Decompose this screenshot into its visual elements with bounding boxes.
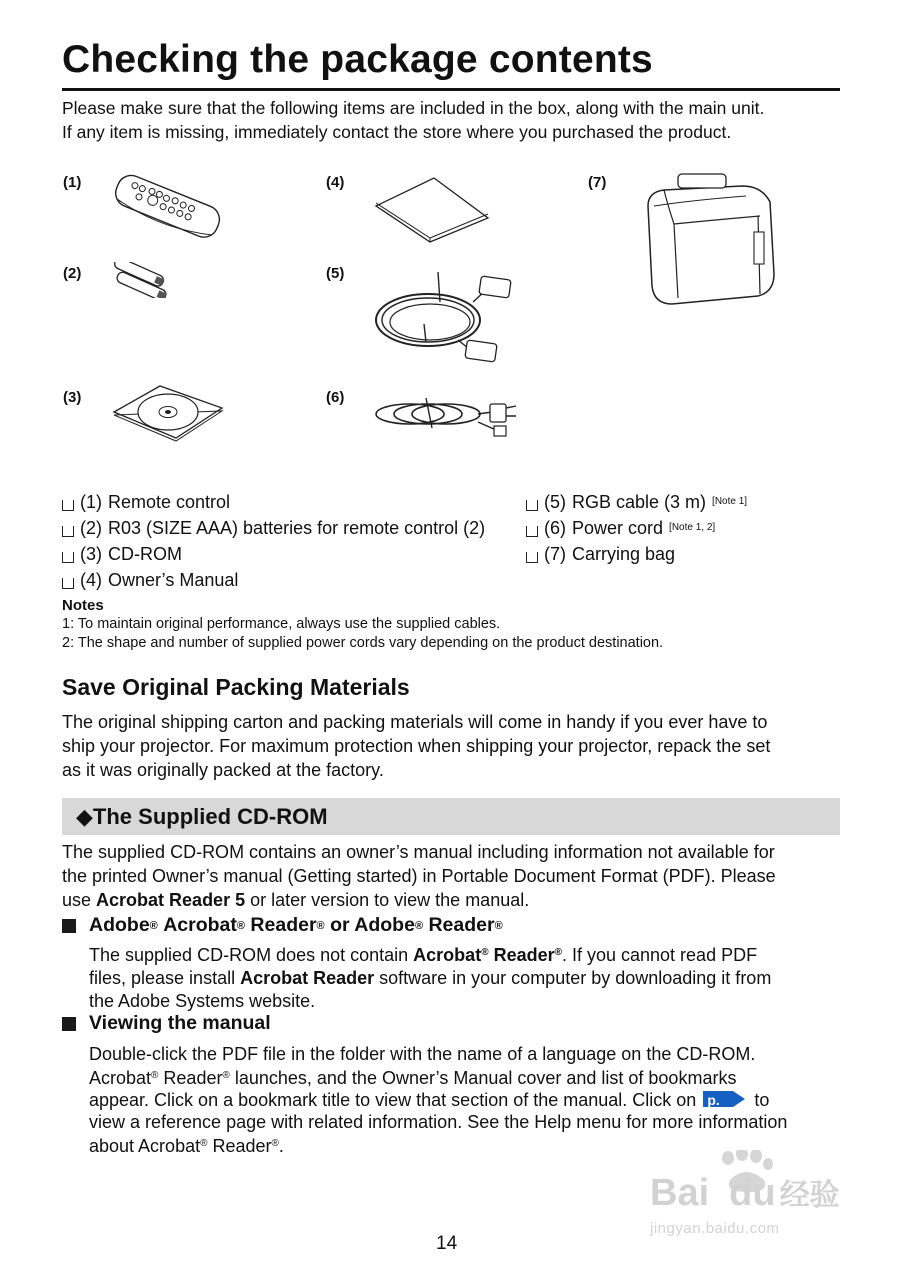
- text-run: Reader: [428, 914, 495, 936]
- figure-label-6: (6): [326, 389, 345, 406]
- packing-heading: Save Original Packing Materials: [62, 674, 410, 700]
- item-text: Power cord: [572, 518, 664, 538]
- viewing-line: view a reference page with related information. See the Help menu for more information: [89, 1112, 788, 1132]
- text-run: Reader: [207, 1136, 272, 1156]
- viewing-line: Double-click the PDF file in the folder with the name of a language on the CD-ROM.: [89, 1044, 756, 1064]
- figure-label-2: (2): [63, 265, 82, 282]
- text-run: .: [278, 1136, 284, 1156]
- registered-mark: ®: [414, 919, 424, 932]
- item-text: R03 (SIZE AAA) batteries for remote control (2): [108, 518, 486, 538]
- intro-paragraph: [62, 96, 852, 144]
- item-number: (2): [80, 518, 102, 538]
- cdrom-line: the printed Owner’s manual (Getting started) in Portable Document Format (PDF). Please: [62, 866, 776, 886]
- text-run: software in your computer by downloading it from: [374, 968, 772, 988]
- watermark-url: jingyan.baidu.com: [650, 1220, 780, 1237]
- adobe-reader-heading: [62, 914, 503, 937]
- item-text: Owner’s Manual: [108, 570, 239, 590]
- checkbox-icon: [526, 526, 538, 537]
- owners-manual-illustration: [372, 172, 492, 244]
- registered-mark: ®: [200, 1138, 208, 1149]
- page-ref-label: p.: [707, 1092, 720, 1108]
- text-run: to: [754, 1090, 770, 1110]
- registered-mark: ®: [222, 1070, 230, 1081]
- cdrom-heading: ◆The Supplied CD-ROM: [76, 804, 328, 829]
- registered-mark: ®: [271, 1138, 279, 1149]
- adobe-line: [89, 967, 771, 990]
- checkbox-icon: [62, 578, 74, 589]
- rgb-cable-illustration: [368, 262, 518, 372]
- text-run: Acrobat: [89, 1068, 152, 1088]
- title-underline: [62, 88, 840, 91]
- text-run: use: [62, 890, 97, 910]
- item-number: (3): [80, 544, 102, 564]
- viewing-paragraph: [89, 1043, 787, 1157]
- checklist-item: [62, 541, 485, 567]
- checklist-item: [62, 515, 485, 541]
- watermark-text: du: [729, 1172, 776, 1214]
- figure-label-7: (7): [588, 174, 607, 191]
- notes-heading: Notes: [62, 597, 104, 614]
- item-note: [Note 1, 2]: [669, 522, 716, 533]
- checklist-item: [62, 489, 485, 515]
- viewing-line: [89, 1065, 787, 1089]
- square-bullet-icon: [62, 919, 76, 933]
- packing-line: The original shipping carton and packing materials will come in handy if you ever have to: [62, 712, 768, 732]
- text-run: Acrobat Reader: [240, 968, 375, 988]
- cdrom-section-band: [62, 798, 840, 835]
- text-run: Reader: [493, 945, 555, 965]
- item-number: (5): [544, 492, 566, 512]
- checkbox-icon: [526, 500, 538, 511]
- registered-mark: ®: [149, 919, 158, 932]
- intro-line: Please make sure that the following items are included in the box, along with the main unit.: [62, 98, 765, 118]
- text-run: Adobe: [89, 914, 150, 936]
- registered-mark: ®: [481, 947, 489, 958]
- text-run: . If you cannot read PDF: [561, 945, 758, 965]
- registered-mark: ®: [236, 919, 245, 932]
- text-run: launches, and the Owner’s Manual cover and list of bookmarks: [229, 1068, 737, 1088]
- note-item: 1: To maintain original performance, always use the supplied cables.: [62, 616, 501, 632]
- baidu-watermark: [650, 1150, 850, 1250]
- packing-line: as it was originally packed at the factory.: [62, 760, 384, 780]
- text-run: or later version to view the manual.: [245, 890, 530, 910]
- viewing-line: [89, 1089, 787, 1111]
- registered-mark: ®: [554, 947, 562, 958]
- page-number: 14: [436, 1233, 458, 1254]
- page-reference-arrow-icon: [703, 1091, 745, 1107]
- packing-paragraph: [62, 710, 770, 782]
- remote-control-illustration: [108, 168, 226, 243]
- checkbox-icon: [62, 526, 74, 537]
- text-run: files, please install: [89, 968, 241, 988]
- adobe-line: [89, 941, 771, 967]
- checklist-left: [62, 489, 485, 593]
- item-number: (6): [544, 518, 566, 538]
- text-run: appear. Click on a bookmark title to view that section of the manual. Click on: [89, 1090, 697, 1110]
- cdrom-paragraph: [62, 840, 776, 912]
- checkbox-icon: [526, 552, 538, 563]
- registered-mark: ®: [151, 1070, 159, 1081]
- figure-label-5: (5): [326, 265, 345, 282]
- power-cord-illustration: [370, 388, 525, 446]
- checklist-item: [62, 567, 485, 593]
- item-number: (4): [80, 570, 102, 590]
- item-text: Carrying bag: [572, 544, 676, 564]
- figure-label-1: (1): [63, 174, 82, 191]
- item-text: RGB cable (3 m): [572, 492, 707, 512]
- text-run: Viewing the manual: [89, 1012, 271, 1034]
- checklist-item: [526, 541, 747, 567]
- adobe-line: the Adobe Systems website.: [89, 991, 316, 1011]
- intro-line: If any item is missing, immediately contact the store where you purchased the product.: [62, 122, 732, 142]
- checklist-item: [526, 489, 747, 515]
- text-run: Acrobat: [163, 914, 237, 936]
- item-text: Remote control: [108, 492, 231, 512]
- page-title: Checking the package contents: [62, 38, 653, 81]
- text-run: Acrobat: [413, 945, 482, 965]
- registered-mark: ®: [494, 919, 503, 932]
- notes-block: [62, 596, 663, 653]
- checklist-item: [526, 515, 747, 541]
- figure-label-3: (3): [63, 389, 82, 406]
- batteries-illustration: [108, 262, 174, 298]
- watermark-text: Bai: [650, 1172, 710, 1214]
- figure-label-4: (4): [326, 174, 345, 191]
- registered-mark: ®: [316, 919, 325, 932]
- text-run: The supplied CD-ROM does not contain: [89, 945, 414, 965]
- cdrom-line: [62, 888, 776, 912]
- checklist-right: [526, 489, 747, 567]
- text-run: Reader: [250, 914, 317, 936]
- carrying-bag-illustration: [634, 166, 780, 308]
- acrobat-version: Acrobat Reader 5: [96, 890, 246, 910]
- viewing-manual-heading: [62, 1012, 271, 1035]
- packing-line: ship your projector. For maximum protection when shipping your projector, repack the set: [62, 736, 771, 756]
- text-run: Reader: [158, 1068, 223, 1088]
- item-number: (7): [544, 544, 566, 564]
- cdrom-line: The supplied CD-ROM contains an owner’s manual including information not available for: [62, 842, 775, 862]
- text-run: or Adobe: [330, 914, 415, 936]
- adobe-paragraph: [89, 941, 771, 1013]
- note-item: 2: The shape and number of supplied power cords vary depending on the product destination.: [62, 635, 664, 651]
- item-note: [Note 1]: [712, 496, 748, 507]
- item-text: CD-ROM: [108, 544, 182, 564]
- watermark-text: 经验: [779, 1179, 840, 1212]
- square-bullet-icon: [62, 1017, 76, 1031]
- text-run: about Acrobat: [89, 1136, 201, 1156]
- item-number: (1): [80, 492, 102, 512]
- cd-rom-illustration: [108, 382, 226, 442]
- checkbox-icon: [62, 500, 74, 511]
- checkbox-icon: [62, 552, 74, 563]
